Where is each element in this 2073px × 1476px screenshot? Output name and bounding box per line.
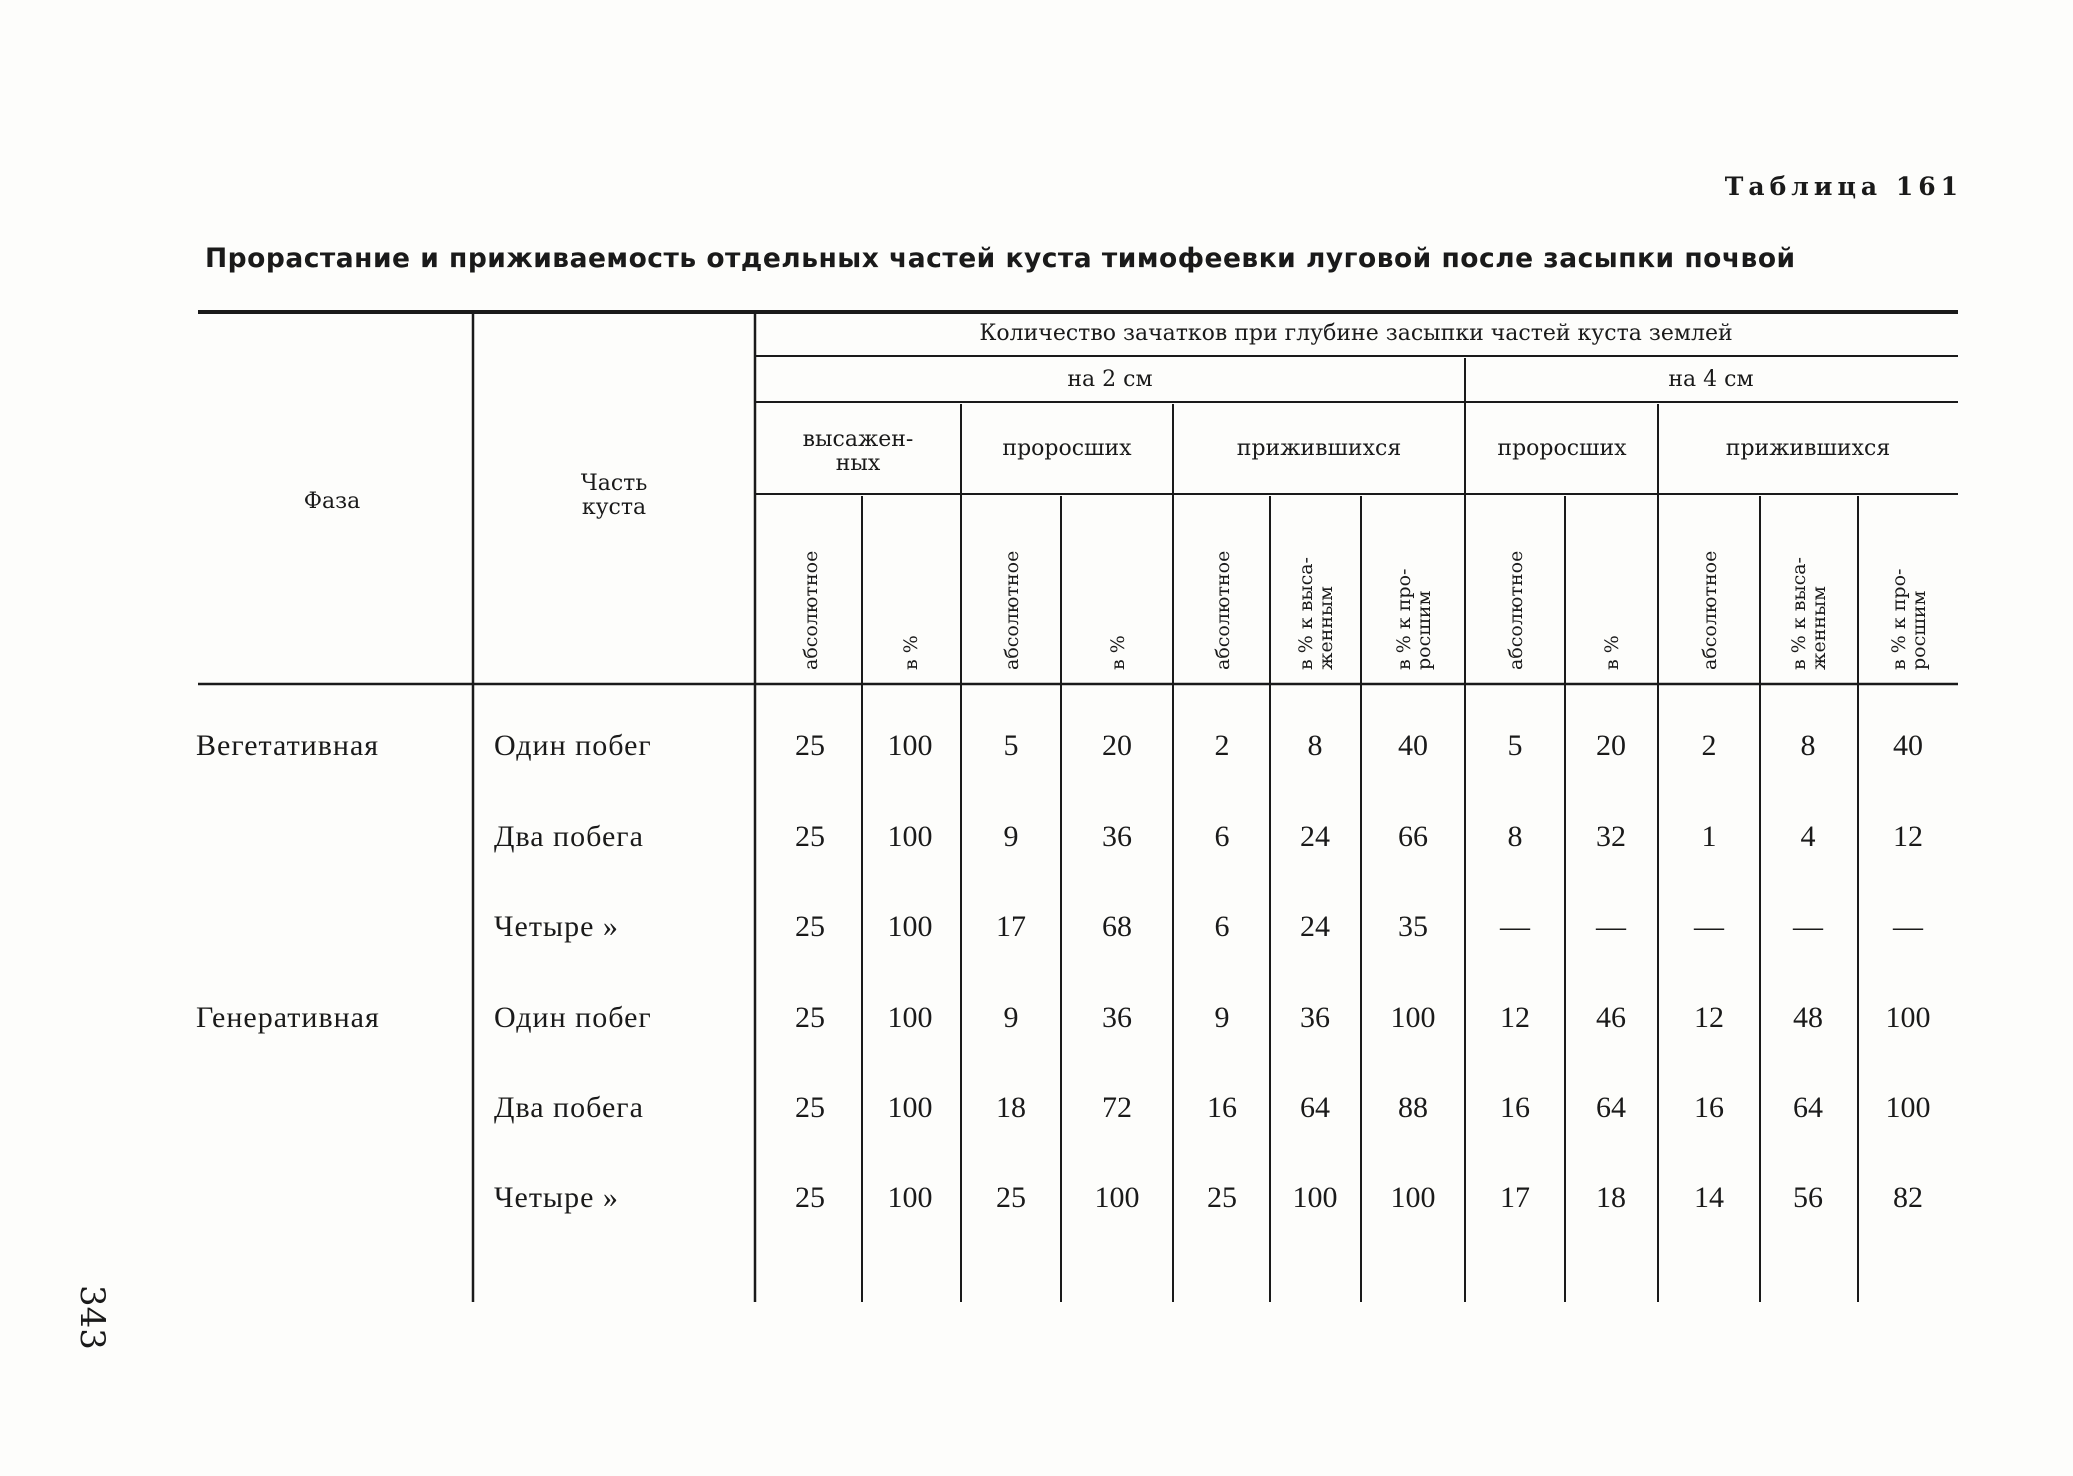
table-cell: 5 [1507, 729, 1523, 762]
table-cell: 20 [1102, 729, 1132, 762]
header-part-line1: Часть [580, 471, 648, 496]
table-cell: 9 [1214, 1001, 1230, 1034]
table-cell: 24 [1300, 820, 1330, 853]
table-cell: 12 [1500, 1001, 1530, 1034]
table-cell: 25 [795, 729, 825, 762]
subheader-label: в % [900, 635, 922, 670]
subheader-label: в % к про- [1393, 568, 1415, 670]
table-cell: 100 [887, 910, 933, 943]
table-cell: 4 [1800, 820, 1816, 853]
subheader-label: абсолютное [800, 550, 822, 670]
row-phase: Генеративная [196, 1001, 380, 1034]
subheader-label: в % к выса- [1295, 557, 1317, 670]
table-cell: 18 [996, 1091, 1026, 1124]
subheader-label: женным [1315, 586, 1337, 670]
table-cell: 100 [1390, 1181, 1436, 1214]
table-cell: 100 [887, 820, 933, 853]
table-title: Прорастание и приживаемость отдельных частей куста тимофеевки луговой после засыпки почвой [205, 243, 1796, 274]
table-body [196, 729, 1931, 1214]
table-cell: 100 [887, 1091, 933, 1124]
table-cell: 8 [1507, 820, 1523, 853]
table-cell: 100 [887, 1001, 933, 1034]
table-cell: 25 [795, 1001, 825, 1034]
table-cell: 100 [887, 1181, 933, 1214]
table-cell: 1 [1701, 820, 1717, 853]
header-part-line2: куста [581, 495, 647, 520]
subheader-label: абсолютное [1505, 550, 1527, 670]
header-sprouted-4: проросших [1497, 436, 1627, 461]
subheader-label: в % [1107, 635, 1129, 670]
table-cell: 100 [1094, 1181, 1140, 1214]
table-cell: 35 [1398, 910, 1428, 943]
table-cell: 14 [1694, 1181, 1724, 1214]
table-cell: 16 [1207, 1091, 1237, 1124]
page-number: 343 [72, 1285, 112, 1350]
table-cell: 36 [1102, 1001, 1132, 1034]
header-sprouted: проросших [1002, 436, 1132, 461]
table-cell: 88 [1398, 1091, 1428, 1124]
subheader-label: росшим [1413, 590, 1435, 670]
table-cell: 64 [1300, 1091, 1330, 1124]
row-part: Один побег [494, 729, 652, 762]
row-part: Четыре » [494, 910, 619, 943]
table-cell: 72 [1102, 1091, 1132, 1124]
subheader-label: абсолютное [1212, 550, 1234, 670]
table-cell: 2 [1701, 729, 1717, 762]
table-cell: — [1500, 910, 1530, 943]
table-cell: 16 [1694, 1091, 1724, 1124]
table-cell: — [1893, 910, 1923, 943]
table-cell: 100 [1292, 1181, 1338, 1214]
table-cell: — [1596, 910, 1626, 943]
header-survived: прижившихся [1236, 436, 1402, 461]
table-cell: 40 [1893, 729, 1923, 762]
table-cell: 18 [1596, 1181, 1626, 1214]
table-cell: 25 [795, 1091, 825, 1124]
table-cell: 66 [1398, 820, 1428, 853]
table-cell: 17 [996, 910, 1026, 943]
table-cell: 100 [1885, 1091, 1931, 1124]
subheader-label: абсолютное [1001, 550, 1023, 670]
table-cell: 12 [1694, 1001, 1724, 1034]
row-part: Один побег [494, 1001, 652, 1034]
table-cell: — [1694, 910, 1724, 943]
table-cell: 25 [1207, 1181, 1237, 1214]
header-planted-line2: ных [835, 451, 881, 476]
row-phase: Вегетативная [196, 729, 380, 762]
table-cell: 48 [1793, 1001, 1823, 1034]
header-survived-4: прижившихся [1725, 436, 1891, 461]
table-cell: 100 [1390, 1001, 1436, 1034]
table-cell: 9 [1003, 1001, 1019, 1034]
table-cell: 68 [1102, 910, 1132, 943]
table-cell: 16 [1500, 1091, 1530, 1124]
table-cell: 2 [1214, 729, 1230, 762]
table-cell: 9 [1003, 820, 1019, 853]
header-depth-2: на 2 см [1067, 367, 1153, 392]
table-cell: 36 [1102, 820, 1132, 853]
table-cell: 40 [1398, 729, 1428, 762]
table-cell: 6 [1214, 820, 1230, 853]
table-cell: 56 [1793, 1181, 1823, 1214]
table-cell: 25 [795, 910, 825, 943]
header-phase: Фаза [303, 489, 361, 514]
table-cell: 36 [1300, 1001, 1330, 1034]
row-part: Два побега [494, 1091, 644, 1124]
table-cell: 25 [996, 1181, 1026, 1214]
table-cell: 20 [1596, 729, 1626, 762]
subheader-label: росшим [1908, 590, 1930, 670]
table-cell: 100 [1885, 1001, 1931, 1034]
header-quantity: Количество зачатков при глубине засыпки частей куста землей [979, 321, 1733, 346]
table-cell: 8 [1800, 729, 1816, 762]
subheader-label: абсолютное [1699, 550, 1721, 670]
table-cell: 17 [1500, 1181, 1530, 1214]
table-cell: — [1793, 910, 1823, 943]
table-cell: 32 [1596, 820, 1626, 853]
table-cell: 64 [1596, 1091, 1626, 1124]
table-cell: 8 [1307, 729, 1323, 762]
subheader-label: в % к про- [1888, 568, 1910, 670]
table-cell: 82 [1893, 1181, 1923, 1214]
header-depth-4: на 4 см [1668, 367, 1754, 392]
subheader-label: в % [1601, 635, 1623, 670]
subheader-label: в % к выса- [1788, 557, 1810, 670]
row-part: Два побега [494, 820, 644, 853]
table-label: Таблица 161 [1724, 172, 1963, 201]
row-part: Четыре » [494, 1181, 619, 1214]
table-cell: 25 [795, 820, 825, 853]
table-cell: 25 [795, 1181, 825, 1214]
table-cell: 12 [1893, 820, 1923, 853]
table-cell: 100 [887, 729, 933, 762]
subheader-label: женным [1808, 586, 1830, 670]
table-cell: 5 [1003, 729, 1019, 762]
table-cell: 24 [1300, 910, 1330, 943]
table-cell: 46 [1596, 1001, 1626, 1034]
table-cell: 64 [1793, 1091, 1823, 1124]
table-cell: 6 [1214, 910, 1230, 943]
header-planted-line1: высажен- [802, 427, 914, 452]
